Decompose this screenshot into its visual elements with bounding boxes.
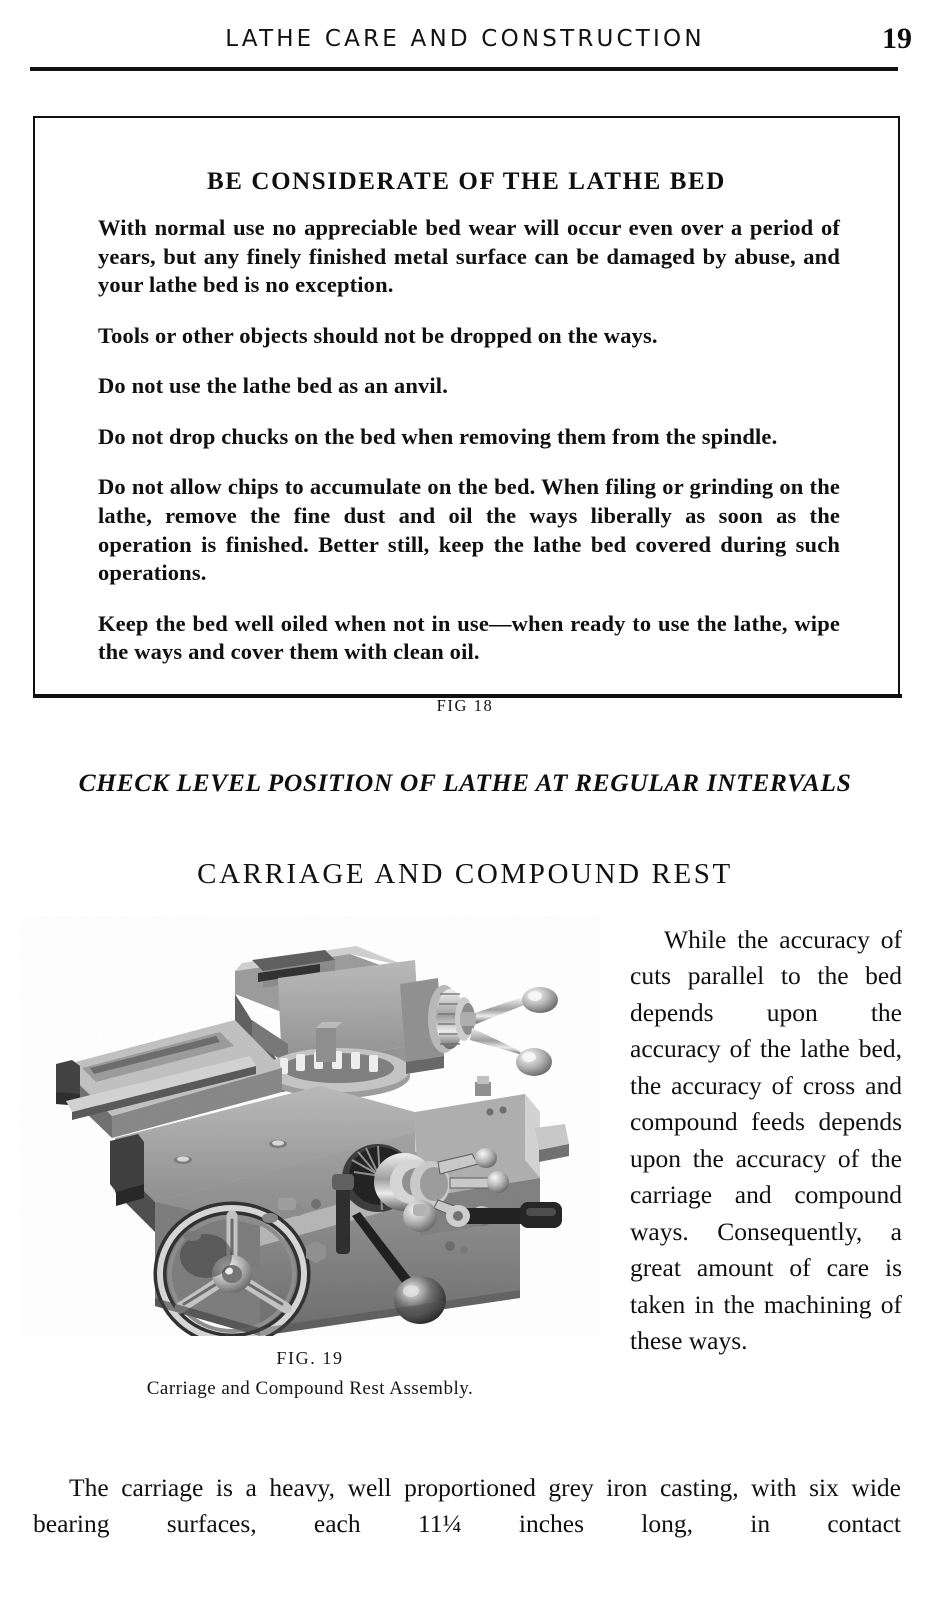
callout-paragraph: Do not drop chucks on the bed when removing them from the spindle. bbox=[98, 423, 778, 449]
callout-paragraph: Do not allow chips to accumulate on the bed. When filing or grinding on the lathe, remove the fine dust and oil the ways liberally as soon as the operation is finished. Better still, keep the lathe bed covered during such operations. bbox=[98, 474, 840, 586]
side-column-paragraph: While the accuracy of cuts parallel to the bed depends upon the accuracy of the lathe bed, the accuracy of cross and compound feeds depends upon the accuracy of the carriage and compound ways. Consequently, a great amount of care is taken in the machining of these ways. bbox=[630, 925, 902, 1355]
section-heading: CARRIAGE AND COMPOUND REST bbox=[197, 858, 733, 890]
figure-19-number: FIG. 19 bbox=[276, 1348, 344, 1368]
check-level-banner: CHECK LEVEL POSITION OF LATHE AT REGULAR INTERVALS bbox=[78, 768, 852, 797]
figure-18-label: FIG 18 bbox=[436, 696, 494, 715]
side-column bbox=[630, 922, 902, 1359]
running-head bbox=[0, 22, 930, 62]
running-head-title: LATHE CARE AND CONSTRUCTION bbox=[225, 26, 705, 52]
header-rule bbox=[30, 67, 898, 71]
callout-paragraph: With normal use no appreciable bed wear will occur even over a period of years, but any finely finished metal surface can be damaged by abuse, and your lathe bed is no exception. bbox=[98, 215, 840, 298]
figure-19-caption: Carriage and Compound Rest Assembly. bbox=[146, 1378, 474, 1399]
figure-19-block bbox=[20, 916, 600, 1400]
callout-paragraph: Keep the bed well oiled when not in use—when ready to use the lathe, wipe the ways and cover them with clean oil. bbox=[98, 610, 840, 665]
callout-paragraph: Do not use the lathe bed as an anvil. bbox=[98, 373, 448, 399]
page-number: 19 bbox=[882, 22, 912, 55]
callout-body bbox=[98, 214, 840, 667]
lathe-bed-callout-box bbox=[33, 116, 900, 696]
body-paragraph bbox=[33, 1470, 901, 1542]
body-paragraph-text: The carriage is a heavy, well proportioned grey iron casting, with six wide bearing surfaces, each 11¼ inches long, in contact bbox=[33, 1473, 901, 1539]
carriage-assembly-photo bbox=[20, 916, 600, 1336]
callout-paragraph: Tools or other objects should not be dropped on the ways. bbox=[98, 322, 658, 348]
callout-heading: BE CONSIDERATE OF THE LATHE BED bbox=[207, 168, 726, 195]
